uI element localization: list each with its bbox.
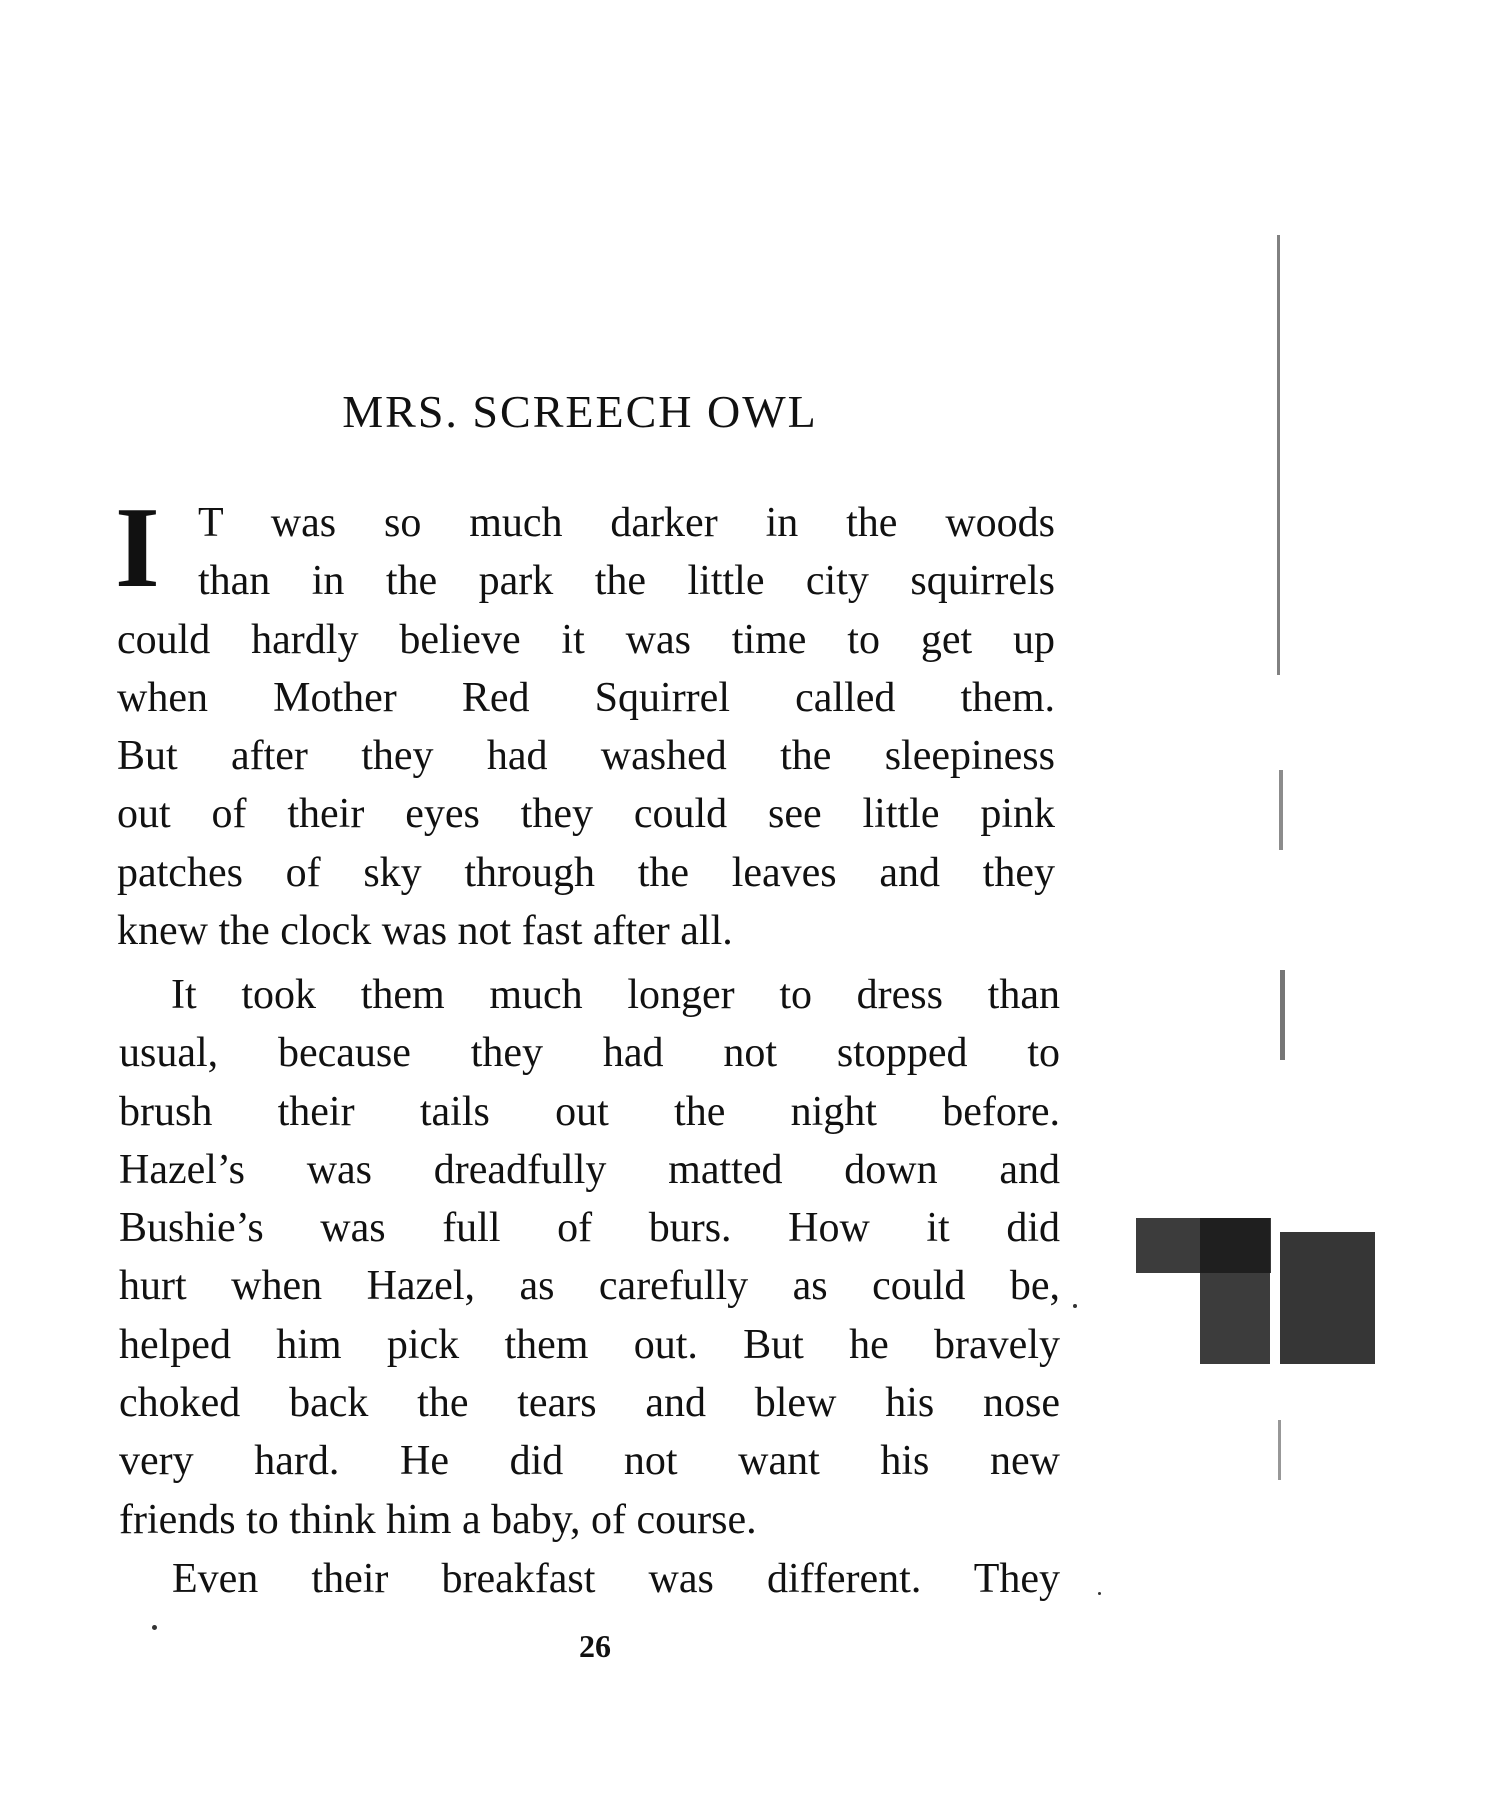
- text-line: Bushie’s was full of burs. How it did: [119, 1205, 1060, 1252]
- text-line: brush their tails out the night before.: [119, 1088, 1060, 1135]
- text-line: It took them much longer to dress than: [171, 972, 1060, 1018]
- text-line: out of their eyes they could see little pink: [117, 791, 1055, 838]
- text-line: than in the park the little city squirrels: [198, 558, 1055, 605]
- text-line: Even their breakfast was different. They: [172, 1556, 1060, 1602]
- paragraph-2: [119, 966, 1060, 1549]
- text-line: T was so much darker in the woods: [198, 500, 1055, 546]
- text-line: choked back the tears and blew his nose: [119, 1380, 1060, 1427]
- text-line: when Mother Red Squirrel called them.: [117, 674, 1055, 721]
- text-line: hurt when Hazel, as carefully as could be,: [119, 1263, 1060, 1310]
- text-line: Hazel’s was dreadfully matted down and: [119, 1146, 1060, 1193]
- page-number: 26: [579, 1628, 611, 1664]
- text-line: helped him pick them out. But he bravely: [119, 1321, 1060, 1368]
- paragraph-3: [172, 1550, 1060, 1608]
- text-line: friends to think him a baby, of course.: [119, 1496, 757, 1543]
- text-line: But after they had washed the sleepiness: [117, 733, 1055, 780]
- paragraph-1: [115, 484, 1055, 960]
- drop-cap: I: [115, 484, 160, 611]
- text-line: patches of sky through the leaves and they: [117, 849, 1055, 896]
- text-line: usual, because they had not stopped to: [119, 1030, 1060, 1077]
- chapter-title: MRS. SCREECH OWL: [342, 386, 818, 437]
- text-line: very hard. He did not want his new: [119, 1438, 1060, 1485]
- text-line: knew the clock was not fast after all.: [117, 908, 733, 955]
- text-line: could hardly believe it was time to get up: [117, 616, 1055, 663]
